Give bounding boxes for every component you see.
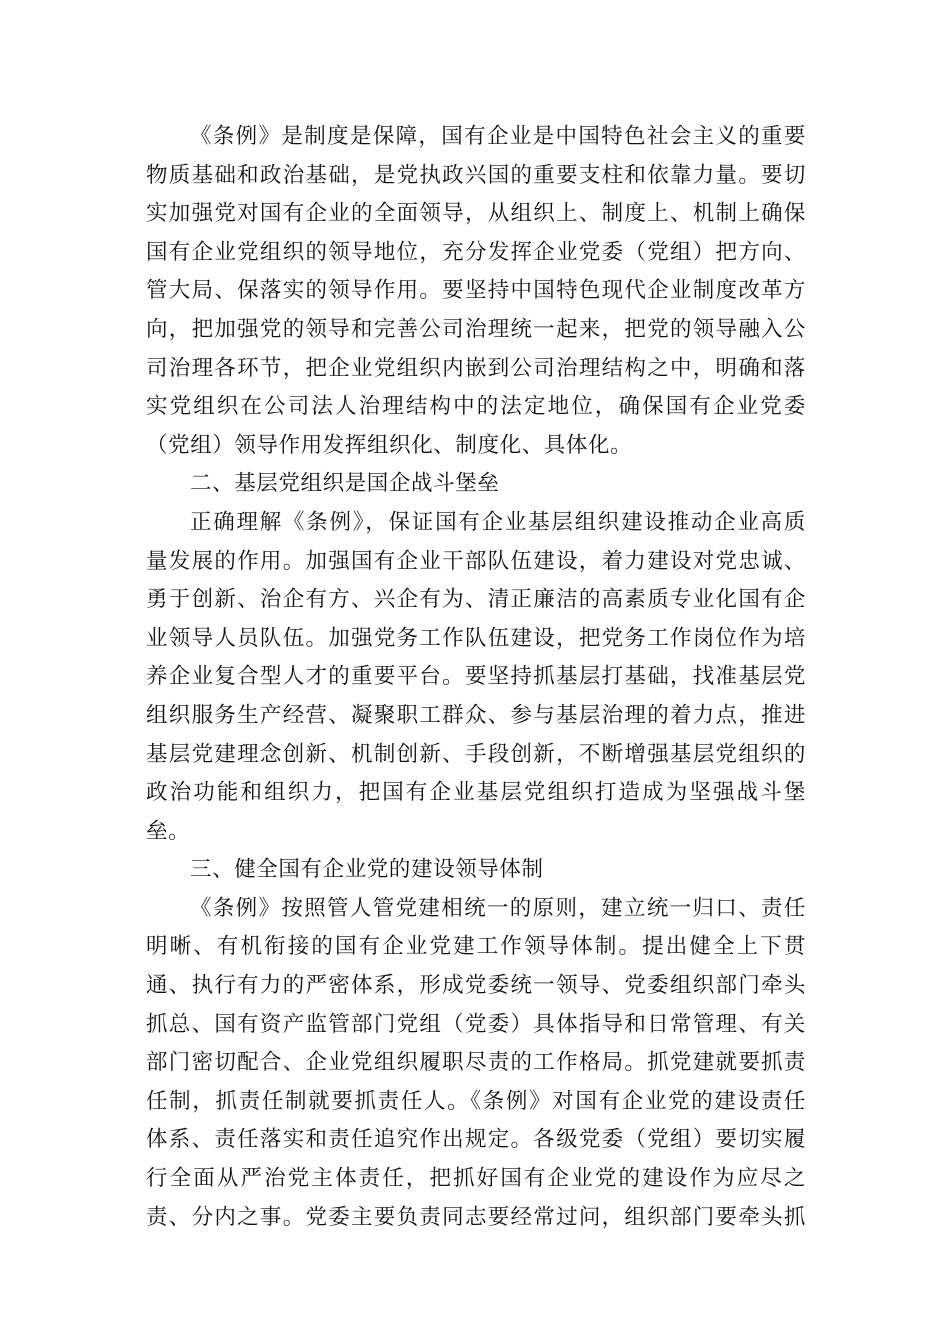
text-line: 实加强党对国有企业的全面领导，从组织上、制度上、机制上确保 [146,201,806,227]
text-line: （党组）领导作用发挥组织化、制度化、具体化。 [146,432,633,458]
text-line: 国有企业党组织的领导地位，充分发挥企业党委（党组）把方向、 [146,239,806,265]
text-line: 量发展的作用。加强国有企业干部队伍建设，着力建设对党忠诚、 [146,548,806,574]
text-line: 管大局、保落实的领导作用。要坚持中国特色现代企业制度改革方 [146,278,806,304]
text-line: 组织服务生产经营、凝聚职工群众、参与基层治理的着力点，推进 [146,702,806,728]
text-line: 明晰、有机衔接的国有企业党建工作领导体制。提出健全上下贯 [146,934,806,960]
text-line: 向，把加强党的领导和完善公司治理统一起来，把党的领导融入公 [146,316,806,342]
document-body [146,118,806,1237]
text-line: 任制，抓责任制就要抓责任人。《条例》对国有企业党的建设责任 [146,1088,806,1114]
text-line: 行全面从严治党主体责任，把抓好国有企业党的建设作为应尽之 [146,1166,806,1192]
text-line: 垒。 [146,818,191,844]
text-line: 业领导人员队伍。加强党务工作队伍建设，把党务工作岗位作为培 [146,625,806,651]
text-line: 体系、责任落实和责任追究作出规定。各级党委（党组）要切实履 [146,1127,806,1153]
text-line: 部门密切配合、企业党组织履职尽责的工作格局。抓党建就要抓责 [146,1050,806,1076]
text-line: 物质基础和政治基础，是党执政兴国的重要支柱和依靠力量。要切 [146,162,806,188]
text-line: 养企业复合型人才的重要平台。要坚持抓基层打基础，找准基层党 [146,664,806,690]
text-line: 责、分内之事。党委主要负责同志要经常过问，组织部门要牵头抓 [146,1204,806,1230]
text-line: 《条例》是制度是保障，国有企业是中国特色社会主义的重要 [190,124,806,149]
text-line: 通、执行有力的严密体系，形成党委统一领导、党委组织部门牵头 [146,973,806,999]
text-line: 正确理解《条例》，保证国有企业基层组织建设推动企业高质 [190,509,806,535]
text-line: 司治理各环节，把企业党组织内嵌到公司治理结构之中，明确和落 [146,355,806,381]
text-line: 二、基层党组织是国企战斗堡垒 [190,471,500,497]
text-line: 实党组织在公司法人治理结构中的法定地位，确保国有企业党委 [146,394,806,420]
text-line: 基层党建理念创新、机制创新、手段创新，不断增强基层党组织的 [146,741,806,767]
text-line: 《条例》按照管人管党建相统一的原则，建立统一归口、责任 [190,895,806,921]
text-line: 政治功能和组织力，把国有企业基层党组织打造成为坚强战斗堡 [146,780,806,806]
text-line: 三、健全国有企业党的建设领导体制 [190,857,544,883]
text-line: 抓总、国有资产监管部门党组（党委）具体指导和日常管理、有关 [146,1011,806,1037]
text-line: 勇于创新、治企有方、兴企有为、清正廉洁的高素质专业化国有企 [146,587,806,613]
